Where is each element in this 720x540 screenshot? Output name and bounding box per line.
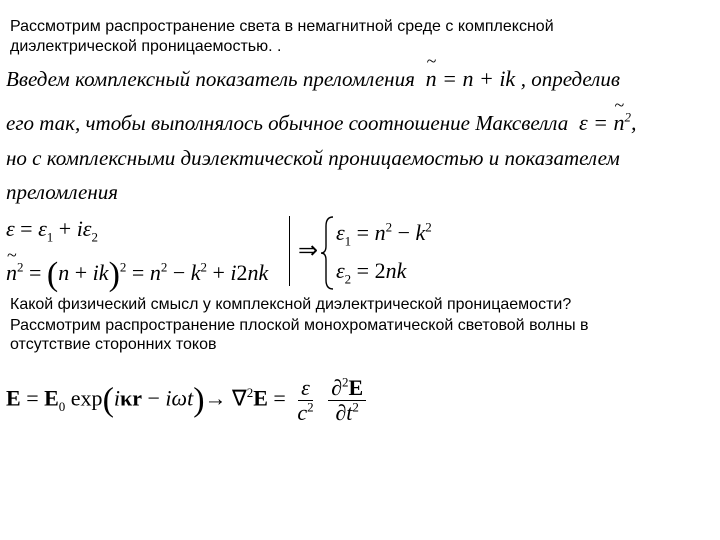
definition-line-2 [6,110,637,136]
formula-epsilon1: $\varepsilon_1 = n^2 - k^2$ [336,219,432,249]
formula-n-squared: ~ $n^2 = (n + ik)^2 = n^2 - k^2 + i2nk$ [6,256,268,294]
plane-wave-line-1: Рассмотрим распространение плоской монохроматической световой волны в [10,317,589,334]
formula-wave-equation: $E = E_0$ exp(iκr − iωt)→ ∇$^2$E = $\frac{\varepsilon}{c^2}$ $\frac{\partial^2E}{\partial t^2}$ [6,376,369,425]
formula-epsilon-complex: $\varepsilon = \varepsilon_1 + i\varepsilon_2$ [6,216,98,245]
maxwell-text: его так, чтобы выполнялось обычное соотношение Максвелла [6,111,569,135]
definition-line-4: преломления [6,180,118,204]
intro-line-2: диэлектрической проницаемостью. . [10,38,282,55]
intro-line-1: Рассмотрим распространение света в немагнитной среде с комплексной [10,18,554,35]
definition-line-1 [6,66,620,92]
plane-wave-line-2: отсутствие сторонних токов [10,336,217,353]
implies-arrow-icon: ⇒ [298,238,319,264]
system-brace [320,216,334,295]
definition-text: Введем комплексный показатель преломления [6,67,415,91]
definition-line-3: но с комплексными диэлектической проницаемостью и показателем [6,146,620,170]
separator-line [289,216,290,286]
formula-n-complex: ~ n = n + ik [420,66,521,91]
formula-epsilon2: $\varepsilon_2 = 2nk$ [336,258,407,287]
definition-text-end: , определив [520,67,620,91]
question-text: Какой физический смысл у комплексной диэлектрической проницаемости? [10,296,572,313]
formula-maxwell: ε = ~ $n^2$, [573,110,636,135]
